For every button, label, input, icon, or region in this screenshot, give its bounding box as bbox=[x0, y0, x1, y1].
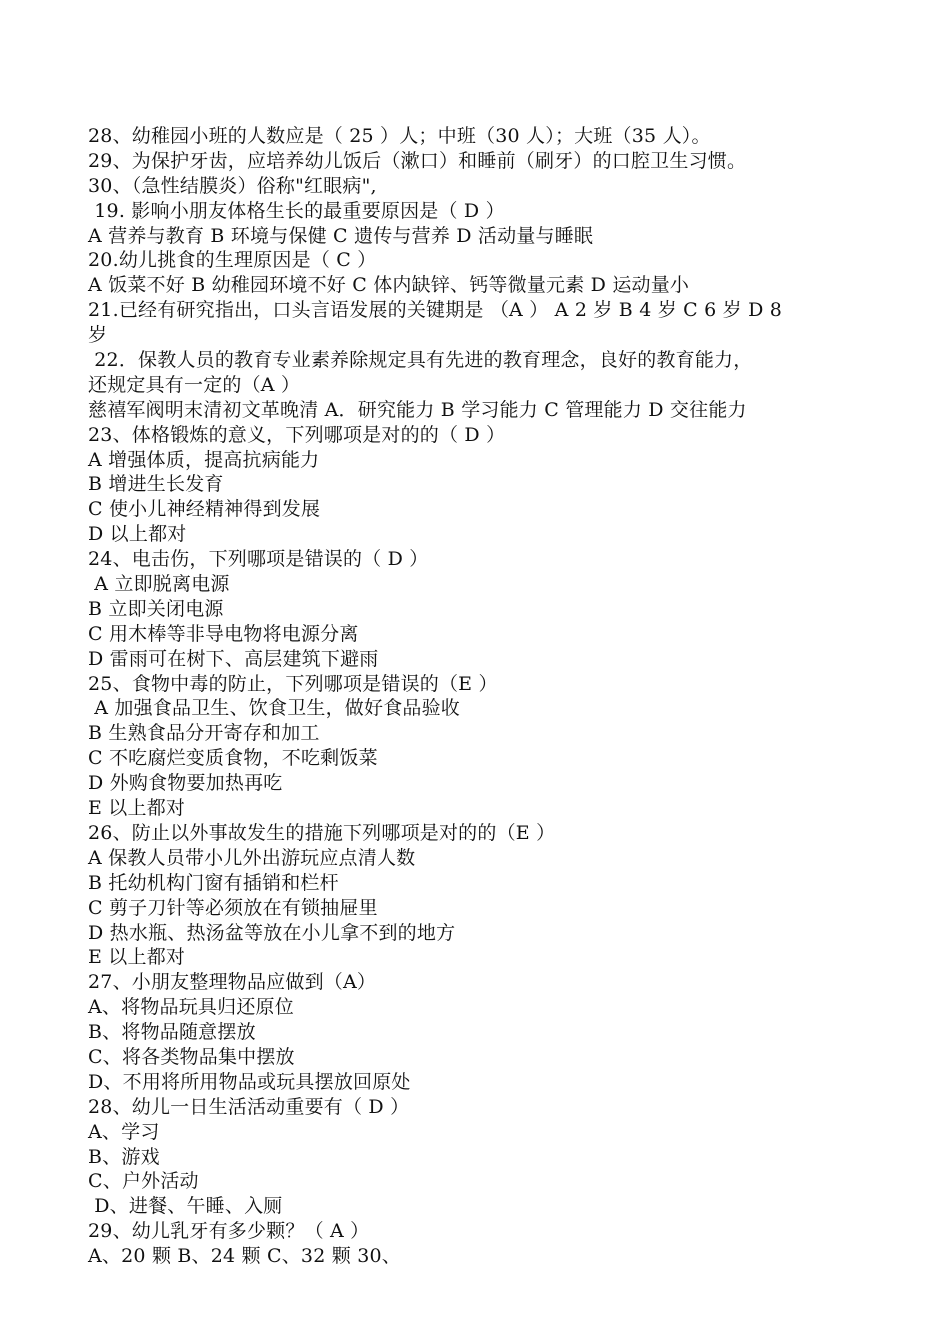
text-line: A、将物品玩具归还原位 bbox=[88, 996, 294, 1019]
text-line: C 剪子刀针等必须放在有锁抽屉里 bbox=[88, 896, 378, 919]
text-line: B 立即关闭电源 bbox=[88, 597, 224, 620]
text-line: 28、幼儿一日生活活动重要有（ D ） bbox=[88, 1095, 410, 1118]
text-line: 慈禧军阀明末清初文革晚清 A．研究能力 B 学习能力 C 管理能力 D 交往能力 bbox=[88, 398, 747, 421]
text-line: C 用木棒等非导电物将电源分离 bbox=[88, 622, 359, 645]
text-line: D 外购食物要加热再吃 bbox=[88, 772, 283, 795]
text-line: A 保教人员带小儿外出游玩应点清人数 bbox=[88, 846, 416, 869]
text-line: A、学习 bbox=[88, 1120, 160, 1143]
text-line: A 饭菜不好 B 幼稚园环境不好 C 体内缺锌、钙等微量元素 D 运动量小 bbox=[88, 274, 690, 297]
text-line: C、户外活动 bbox=[88, 1170, 199, 1193]
text-line: 21.已经有研究指出，口头言语发展的关键期是 （A ） A 2 岁 B 4 岁 C 6 岁 D 8 bbox=[88, 299, 783, 322]
text-line: A 加强食品卫生、饮食卫生，做好食品验收 bbox=[88, 697, 461, 720]
text-line: C、将各类物品集中摆放 bbox=[88, 1045, 295, 1068]
text-line: 27、小朋友整理物品应做到（A） bbox=[88, 971, 377, 994]
text-line: A、20 颗 B、24 颗 C、32 颗 30、 bbox=[88, 1245, 401, 1268]
text-line: E 以上都对 bbox=[88, 946, 186, 969]
text-line: D 热水瓶、热汤盆等放在小儿拿不到的地方 bbox=[88, 921, 456, 944]
text-line: D、不用将所用物品或玩具摆放回原处 bbox=[88, 1070, 411, 1093]
text-line: 22．保教人员的教育专业素养除规定具有先进的教育理念，良好的教育能力， bbox=[88, 349, 753, 372]
text-line: B 生熟食品分开寄存和加工 bbox=[88, 722, 320, 745]
text-line: B、将物品随意摆放 bbox=[88, 1021, 256, 1044]
text-line: E 以上都对 bbox=[88, 797, 186, 820]
text-line: 24、电击伤，下列哪项是错误的（ D ） bbox=[88, 548, 429, 571]
text-line: 19. 影响小朋友体格生长的最重要原因是（ D ） bbox=[88, 199, 505, 222]
text-line: C 使小儿神经精神得到发展 bbox=[88, 498, 321, 521]
text-line: 29、幼儿乳牙有多少颗？（ A ） bbox=[88, 1220, 370, 1243]
text-line: D、进餐、午睡、入厕 bbox=[88, 1195, 283, 1218]
text-line: A 立即脱离电源 bbox=[88, 573, 230, 596]
text-line: 20.幼儿挑食的生理原因是（ C ） bbox=[88, 249, 377, 272]
text-line: 岁 bbox=[88, 324, 108, 347]
text-line: 23、体格锻炼的意义，下列哪项是对的的（ D ） bbox=[88, 423, 506, 446]
document-body bbox=[88, 124, 878, 1269]
text-line: D 以上都对 bbox=[88, 523, 187, 546]
text-line: A 营养与教育 B 环境与保健 C 遗传与营养 D 活动量与睡眠 bbox=[88, 224, 594, 247]
text-line: 26、防止以外事故发生的措施下列哪项是对的的（E ） bbox=[88, 821, 556, 844]
text-line: 25、食物中毒的防止，下列哪项是错误的（E ） bbox=[88, 672, 498, 695]
text-line: B 增进生长发育 bbox=[88, 473, 224, 496]
text-line: 还规定具有一定的（A ） bbox=[88, 373, 301, 396]
text-line: 30、（急性结膜炎）俗称"红眼病", bbox=[88, 174, 377, 197]
text-line: 28、幼稚园小班的人数应是（ 25 ）人；中班（30 人）；大班（35 人）。 bbox=[88, 125, 711, 147]
text-line: C 不吃腐烂变质食物，不吃剩饭菜 bbox=[88, 747, 378, 770]
text-line: D 雷雨可在树下、高层建筑下避雨 bbox=[88, 647, 379, 670]
text-line: 29、为保护牙齿，应培养幼儿饭后（漱口）和睡前（刷牙）的口腔卫生习惯。 bbox=[88, 149, 747, 172]
text-line: A 增强体质，提高抗病能力 bbox=[88, 448, 320, 471]
text-line: B、游戏 bbox=[88, 1145, 160, 1168]
text-line: B 托幼机构门窗有插销和栏杆 bbox=[88, 871, 339, 894]
